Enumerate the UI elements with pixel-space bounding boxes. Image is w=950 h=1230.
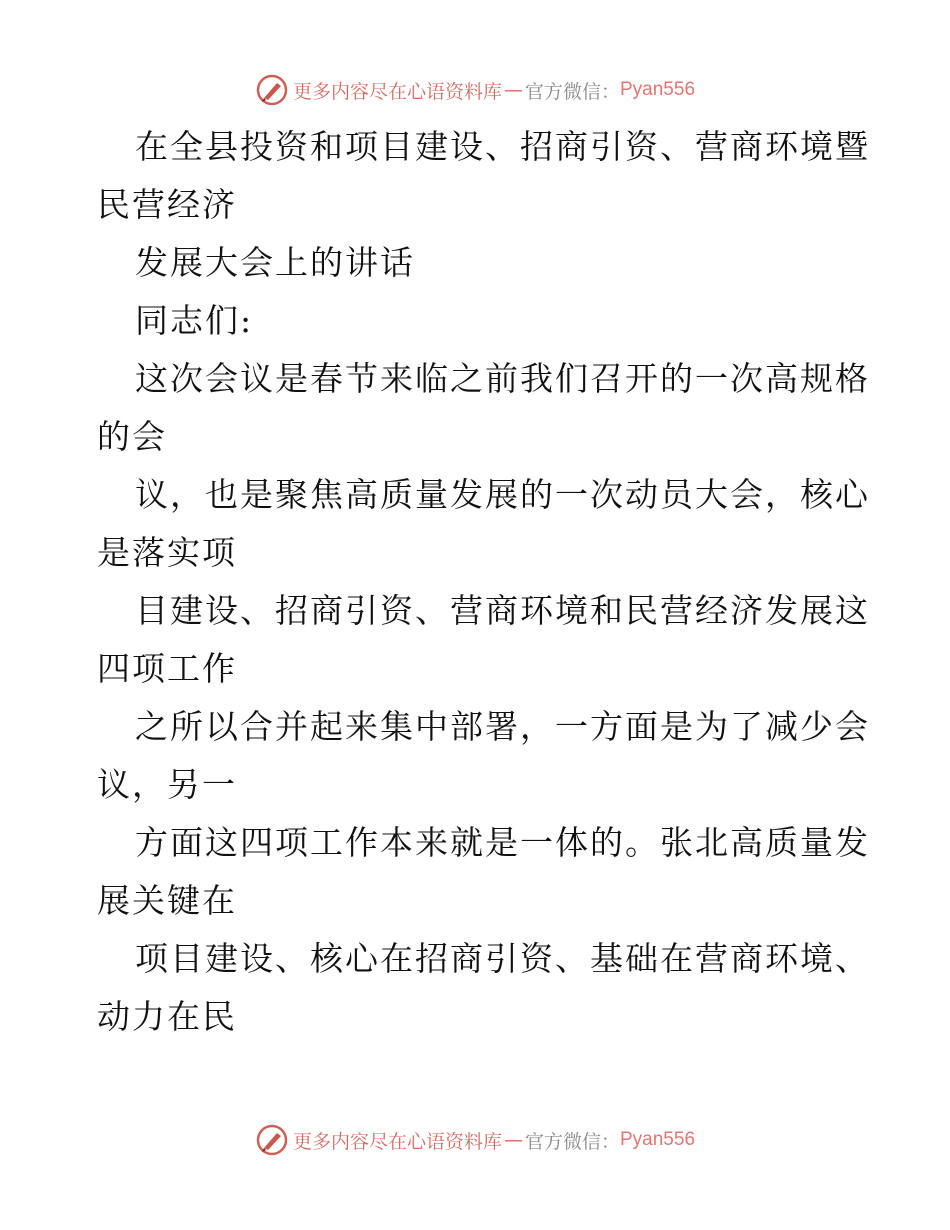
text-line: 的会 [97, 417, 167, 456]
text-line: 同志们: [135, 301, 254, 340]
pen-logo-icon [255, 73, 289, 107]
text-line: 之所以合并起来集中部署，一方面是为了减少会 [135, 707, 870, 746]
text-line: 议，另一 [97, 765, 237, 804]
text-line: 议，也是聚焦高质量发展的一次动员大会，核心 [135, 475, 870, 514]
watermark-dash: — [503, 1129, 523, 1151]
text-line: 展关键在 [97, 881, 237, 920]
text-line: 四项工作 [97, 649, 237, 688]
footer-watermark [0, 1120, 950, 1160]
watermark-wechat-id: Pyan556 [620, 79, 696, 100]
text-line: 在全县投资和项目建设、招商引资、营商环境暨 [135, 127, 870, 166]
text-line: 这次会议是春节来临之前我们召开的一次高规格 [135, 359, 870, 398]
pen-logo-icon [255, 1123, 289, 1157]
watermark-main-text: 更多内容尽在心语资料库 [292, 1130, 502, 1153]
text-line: 民营经济 [97, 185, 237, 224]
watermark-dash: — [503, 79, 523, 101]
text-line: 方面这四项工作本来就是一体的。张北高质量发 [135, 823, 870, 862]
text-line: 发展大会上的讲话 [135, 243, 415, 282]
text-line: 动力在民 [97, 997, 237, 1036]
document-body [97, 118, 870, 1046]
text-line: 目建设、招商引资、营商环境和民营经济发展这 [135, 591, 870, 630]
watermark-wechat-id: Pyan556 [620, 1129, 696, 1150]
text-line: 是落实项 [97, 533, 237, 572]
header-watermark [0, 70, 950, 110]
watermark-sub-text: 官方微信： [524, 1130, 620, 1153]
watermark-sub-text: 官方微信： [524, 80, 620, 103]
watermark-main-text: 更多内容尽在心语资料库 [292, 80, 502, 103]
text-line: 项目建设、核心在招商引资、基础在营商环境、 [135, 939, 870, 978]
